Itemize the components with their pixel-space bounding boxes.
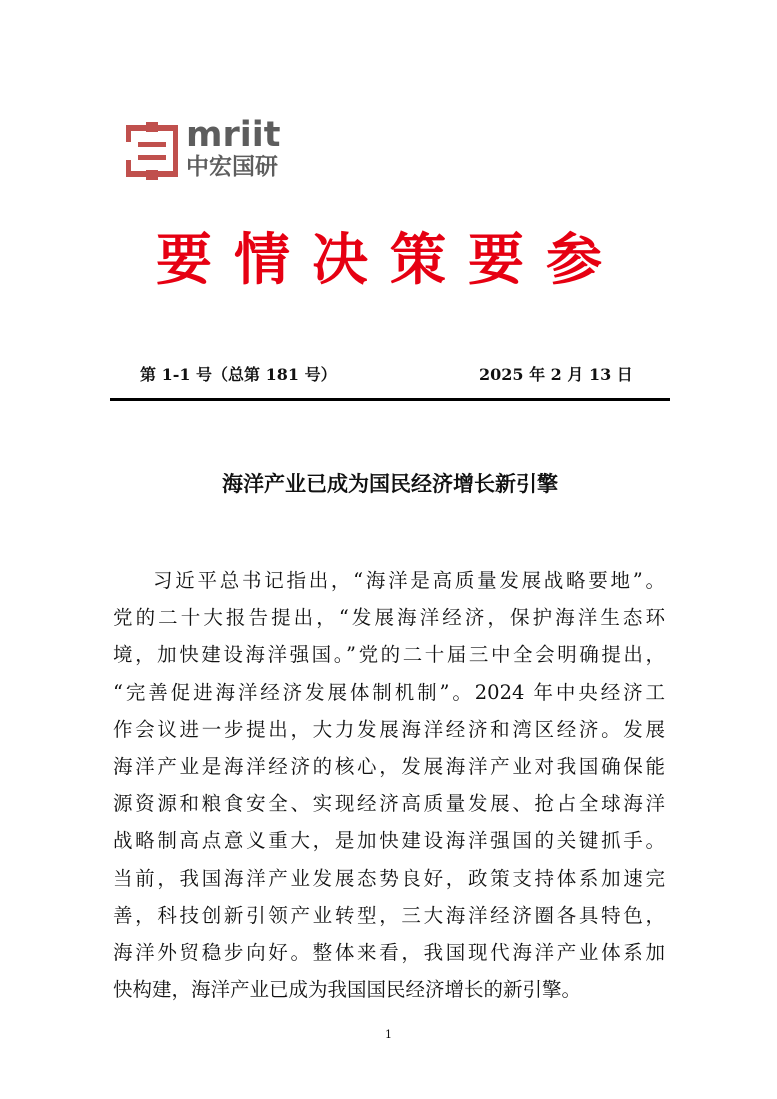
header-divider — [110, 398, 670, 401]
publication-title: 要情决策要参 — [156, 228, 624, 293]
body-line: 快构建，海洋产业已成为我国国民经济增长的新引擎。 — [113, 978, 582, 1002]
body-line: 作会议进一步提出，大力发展海洋经济和湾区经济。发展 — [113, 717, 665, 741]
article-body — [113, 562, 665, 1008]
body-line: 战略制高点意义重大，是加快建设海洋强国的关键抓手。 — [113, 829, 665, 853]
body-line: 海洋外贸稳步向好。整体来看，我国现代海洋产业体系加 — [113, 940, 665, 964]
body-line: 善，科技创新引领产业转型，三大海洋经济圈各具特色， — [113, 903, 665, 927]
logo-mark-icon — [126, 122, 178, 180]
body-line: 海洋产业是海洋经济的核心，发展海洋产业对我国确保能 — [113, 754, 665, 778]
issue-number: 第 1-1 号（总第 181 号） — [140, 365, 337, 384]
body-line: 源资源和粮食安全、实现经济高质量发展、抢占全球海洋 — [113, 792, 665, 816]
body-line: “完善促进海洋经济发展体制机制”。2024 年中央经济工 — [113, 680, 665, 704]
brand-logo — [126, 115, 286, 182]
issue-info — [140, 362, 640, 388]
body-line: 习近平总书记指出，“海洋是高质量发展战略要地”。 — [153, 569, 665, 592]
body-line: 党的二十大报告提出，“发展海洋经济，保护海洋生态环 — [113, 606, 665, 630]
body-line: 当前，我国海洋产业发展态势良好，政策支持体系加速完 — [113, 866, 665, 890]
page-number: 1 — [385, 1028, 392, 1041]
logo-brand-cn: 中宏国研 — [186, 154, 278, 180]
issue-date: 2025 年 2 月 13 日 — [479, 365, 633, 384]
article-title: 海洋产业已成为国民经济增长新引擎 — [222, 472, 558, 496]
logo-brand-en: mriit — [186, 115, 281, 155]
body-line: 境，加快建设海洋强国。”党的二十届三中全会明确提出， — [113, 643, 665, 667]
